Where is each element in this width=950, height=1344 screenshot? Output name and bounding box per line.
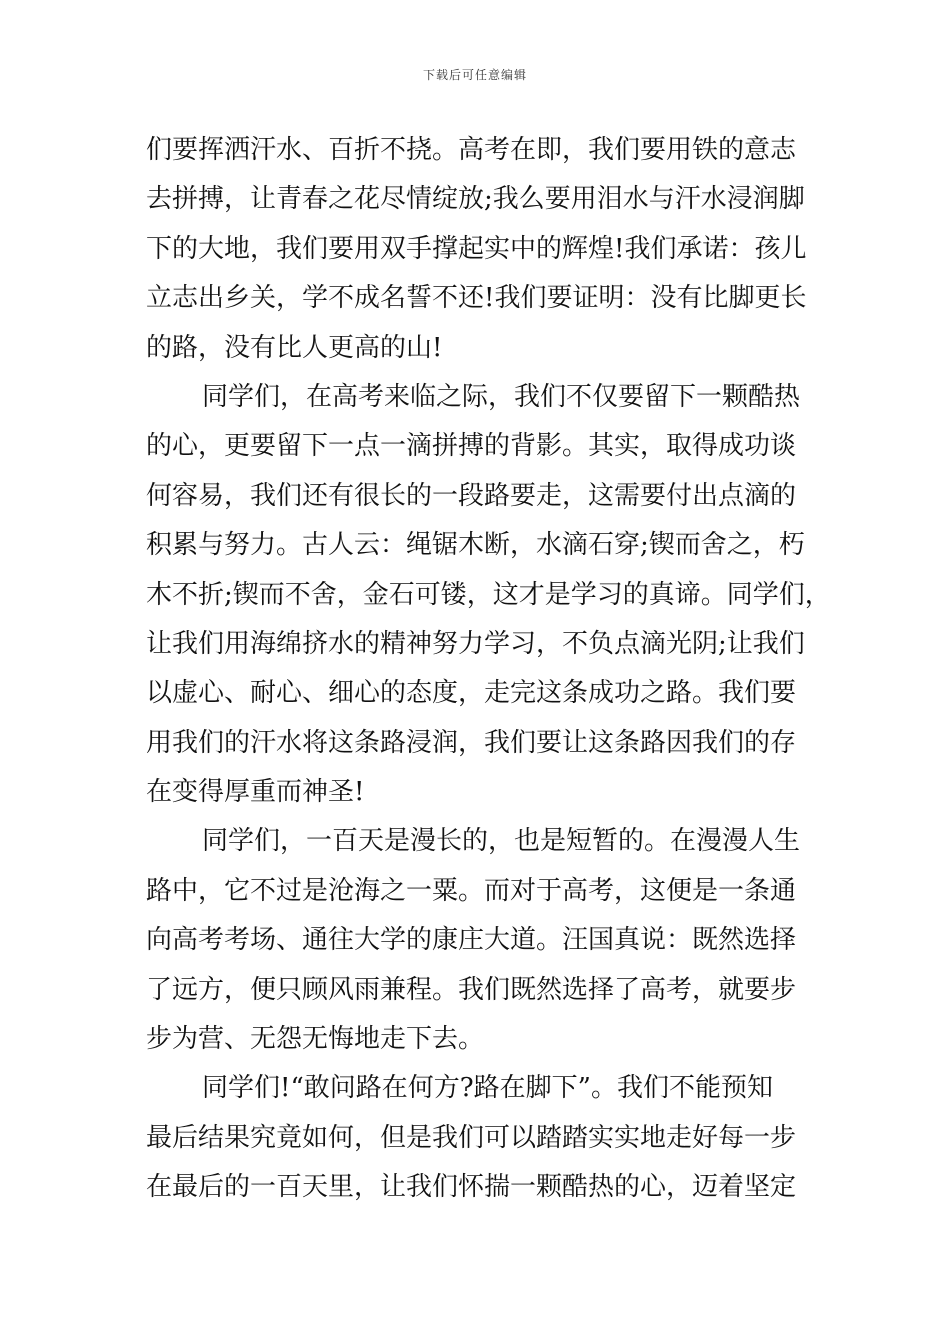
text-line: 以虚心、耐心、细心的态度，走完这条成功之路。我们要 bbox=[146, 678, 797, 709]
text-line: 木不折;锲而不舍，金石可镂，这才是学习的真谛。同学们， bbox=[146, 579, 831, 610]
text-line: 向高考考场、通往大学的康庄大道。汪国真说：既然选择 bbox=[146, 925, 797, 956]
text-line: 去拼搏，让青春之花尽情绽放;我么要用泪水与汗水浸润脚 bbox=[146, 184, 805, 215]
text-line: 路中，它不过是沧海之一粟。而对于高考，这便是一条通 bbox=[146, 875, 797, 906]
text-line: 的路，没有比人更高的山! bbox=[146, 332, 443, 363]
text-line: 在最后的一百天里，让我们怀揣一颗酷热的心，迈着坚定 bbox=[146, 1172, 797, 1203]
text-line: 最后结果究竟如何，但是我们可以踏踏实实地走好每一步 bbox=[146, 1122, 797, 1153]
text-line: 在变得厚重而神圣! bbox=[146, 777, 365, 808]
paragraph-first-line: 同学们!“敢问路在何方?路在脚下”。我们不能预知 bbox=[202, 1073, 773, 1104]
text-line: 积累与努力。古人云：绳锯木断，水滴石穿;锲而舍之，朽 bbox=[146, 530, 805, 561]
paragraph-first-line: 同学们，一百天是漫长的，也是短暂的。在漫漫人生 bbox=[202, 826, 801, 857]
text-line: 何容易，我们还有很长的一段路要走，这需要付出点滴的 bbox=[146, 480, 797, 511]
text-line: 下的大地，我们要用双手撑起实中的辉煌!我们承诺：孩儿 bbox=[146, 233, 807, 264]
paragraph-first-line: 同学们，在高考来临之际，我们不仅要留下一颗酷热 bbox=[202, 381, 801, 412]
text-line: 立志出乡关，学不成名誓不还!我们要证明：没有比脚更长 bbox=[146, 283, 807, 314]
text-line: 了远方，便只顾风雨兼程。我们既然选择了高考，就要步 bbox=[146, 974, 797, 1005]
text-line: 步为营、无怨无悔地走下去。 bbox=[146, 1024, 485, 1055]
text-line: 们要挥洒汗水、百折不挠。高考在即，我们要用铁的意志 bbox=[146, 135, 797, 165]
text-line: 的心，更要留下一点一滴拼搏的背影。其实，取得成功谈 bbox=[146, 431, 797, 462]
text-line: 让我们用海绵挤水的精神努力学习，不负点滴光阴;让我们 bbox=[146, 628, 805, 659]
text-line: 用我们的汗水将这条路浸润，我们要让这条路因我们的存 bbox=[146, 727, 797, 758]
page-header: 下载后可任意编辑 bbox=[422, 68, 527, 82]
document-body bbox=[146, 126, 831, 1213]
